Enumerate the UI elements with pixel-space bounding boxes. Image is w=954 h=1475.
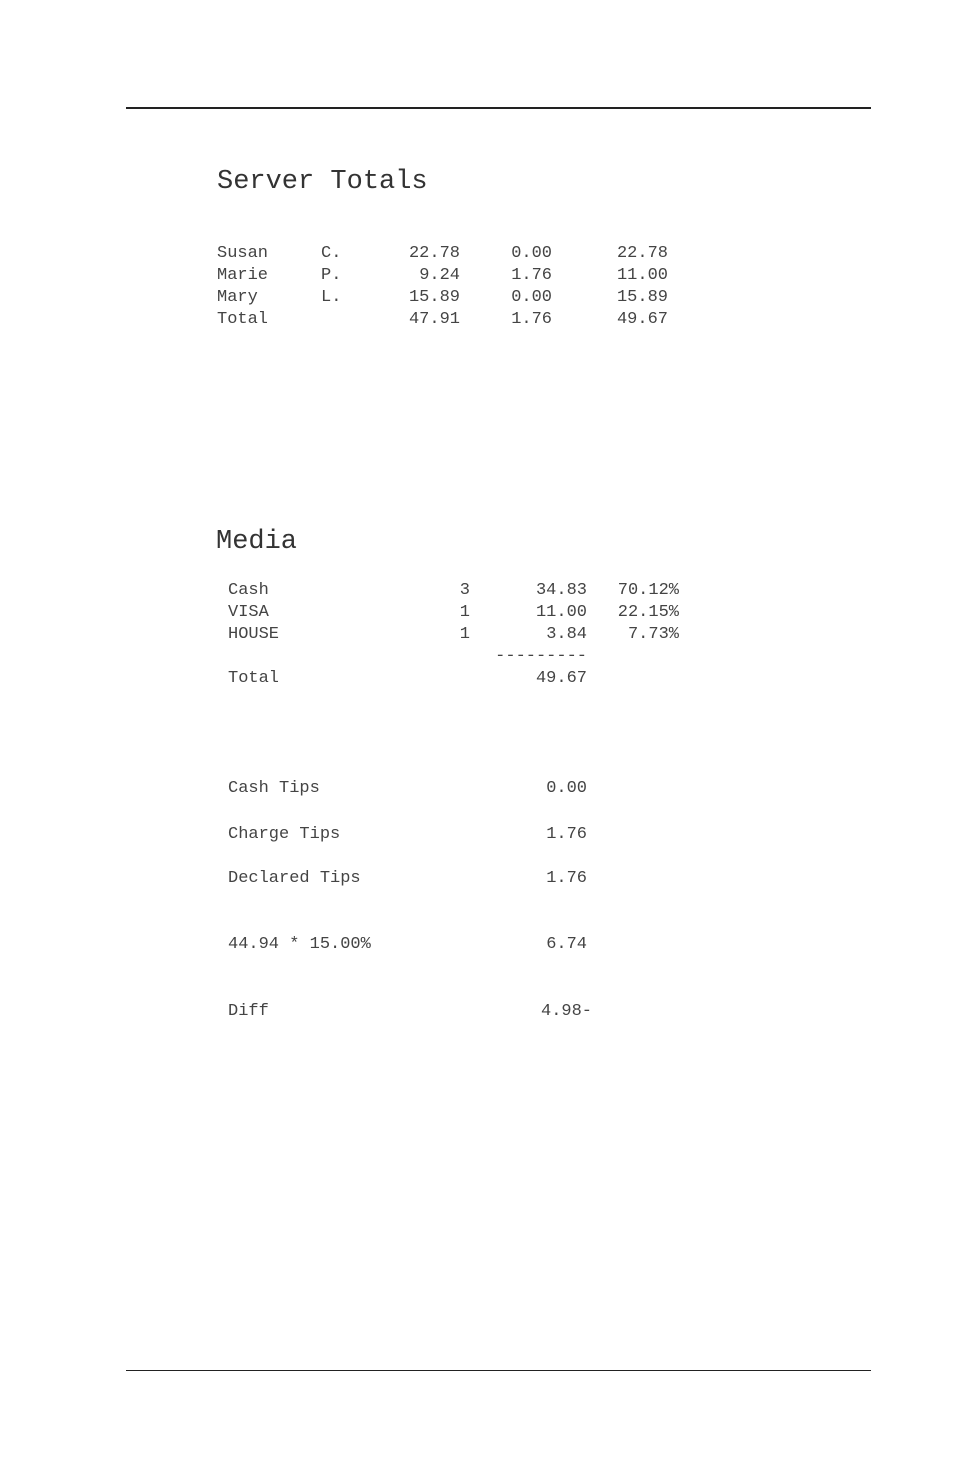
server-first-name: Total <box>217 310 269 329</box>
server-tips: 1.76 <box>511 266 552 285</box>
server-totals-title: Server Totals <box>217 167 428 197</box>
server-sales: 9.24 <box>419 266 460 285</box>
tip-calculation-value: 6.74 <box>546 935 587 954</box>
media-percent: 7.73% <box>627 625 679 644</box>
diff-value: 4.98- <box>541 1002 593 1021</box>
bottom-rule <box>126 1370 871 1371</box>
declared-tips-label: Declared Tips <box>228 869 361 888</box>
media-amount: 3.84 <box>546 625 587 644</box>
server-initial: P. <box>321 266 342 285</box>
server-first-name: Susan <box>217 244 269 263</box>
media-name: Cash <box>228 581 269 600</box>
server-total: 11.00 <box>616 266 668 285</box>
server-first-name: Mary <box>217 288 258 307</box>
media-count: 1 <box>459 625 470 644</box>
tip-calculation-label: 44.94 * 15.00% <box>228 935 371 954</box>
declared-tips-value: 1.76 <box>546 869 587 888</box>
media-count: 1 <box>459 603 470 622</box>
server-initial: C. <box>321 244 342 263</box>
media-count: 3 <box>459 581 470 600</box>
server-total: 22.78 <box>616 244 668 263</box>
server-initial: L. <box>321 288 342 307</box>
server-tips: 1.76 <box>511 310 552 329</box>
charge-tips-value: 1.76 <box>546 825 587 844</box>
server-total: 15.89 <box>616 288 668 307</box>
media-percent: 22.15% <box>617 603 679 622</box>
diff-label: Diff <box>228 1002 269 1021</box>
media-amount: 34.83 <box>535 581 587 600</box>
media-amount: 11.00 <box>535 603 587 622</box>
server-total: 49.67 <box>616 310 668 329</box>
server-sales: 22.78 <box>408 244 460 263</box>
server-tips: 0.00 <box>511 244 552 263</box>
server-first-name: Marie <box>217 266 269 285</box>
top-rule <box>126 107 871 109</box>
media-name: HOUSE <box>228 625 280 644</box>
media-separator: --------- <box>495 647 587 666</box>
server-sales: 47.91 <box>408 310 460 329</box>
server-sales: 15.89 <box>408 288 460 307</box>
media-name: VISA <box>228 603 269 622</box>
media-percent: 70.12% <box>617 581 679 600</box>
media-total-amount: 49.67 <box>535 669 587 688</box>
media-title: Media <box>216 527 298 557</box>
cash-tips-value: 0.00 <box>546 779 587 798</box>
server-tips: 0.00 <box>511 288 552 307</box>
charge-tips-label: Charge Tips <box>228 825 341 844</box>
media-total-label: Total <box>228 669 280 688</box>
cash-tips-label: Cash Tips <box>228 779 320 798</box>
